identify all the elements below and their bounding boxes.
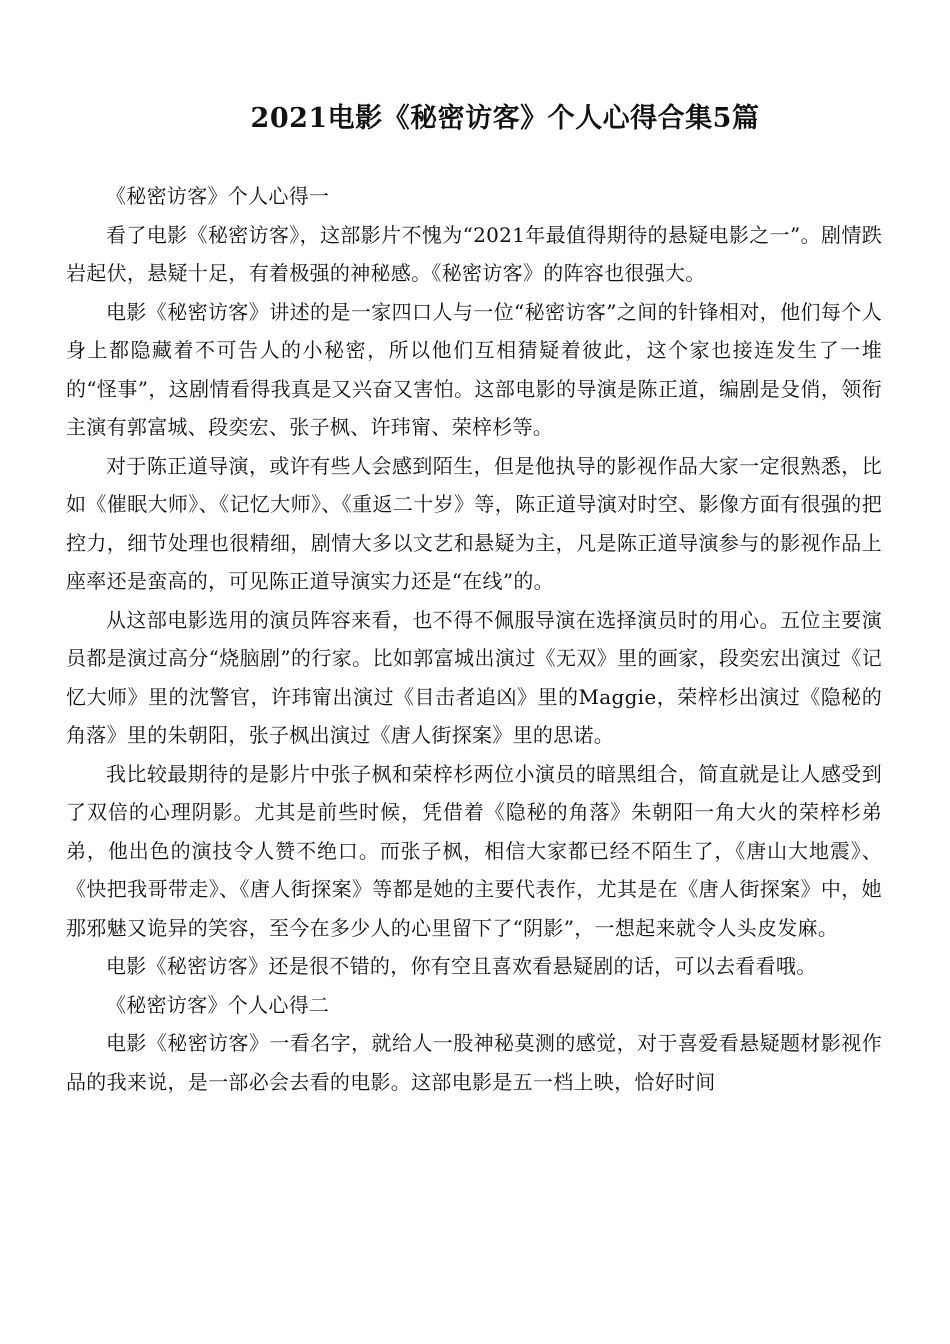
paragraph: 电影《秘密访客》还是很不错的，你有空且喜欢看悬疑剧的话，可以去看看哦。 [106, 954, 817, 978]
paragraph: 从这部电影选用的演员阵容来看，也不得不佩服导演在选择演员时的用心。五位主要演员都是演过高分“烧脑剧”的行家。比如郭富城出演过《无双》里的画家，段奕宏出演过《记忆大师》里的沈警官，许玮甯出演过《目击者追凶》里的Maggie，荣梓杉出演过《隐秘的角落》里的朱朝阳，张子枫出演过《唐人街探案》里的思诺。 [66, 607, 882, 747]
document-title: 2021电影《秘密访客》个人心得合集5篇 [250, 103, 760, 134]
paragraph: 对于陈正道导演，或许有些人会感到陌生，但是他执导的影视作品大家一定很熟悉，比如《催眠大师》、《记忆大师》、《重返二十岁》等，陈正道导演对时空、影像方面有很强的把控力，细节处理也很精细，剧情大多以文艺和悬疑为主，凡是陈正道导演参与的影视作品上座率还是蛮高的，可见陈正道导演实力还是“在线”的。 [66, 453, 882, 593]
paragraph: 电影《秘密访客》一看名字，就给人一股神秘莫测的感觉，对于喜爱看悬疑题材影视作品的我来说，是一部必会去看的电影。这部电影是五一档上映，恰好时间 [66, 1031, 882, 1094]
section-heading: 《秘密访客》个人心得一 [106, 184, 330, 208]
paragraph: 我比较最期待的是影片中张子枫和荣梓杉两位小演员的暗黑组合，简直就是让人感受到了双倍的心理阴影。尤其是前些时候，凭借着《隐秘的角落》朱朝阳一角大火的荣梓杉弟弟，他出色的演技令人赞不绝口。而张子枫，相信大家都已经不陌生了，《唐山大地震》、《快把我哥带走》、《唐人街探案》等都是她的主要代表作，尤其是在《唐人街探案》中，她那邪魅又诡异的笑容，至今在多少人的心里留下了“阴影”，一想起来就令人头皮发麻。 [66, 761, 882, 940]
document-body [66, 177, 882, 1101]
paragraph: 看了电影《秘密访客》，这部影片不愧为“2021年最值得期待的悬疑电影之一”。剧情跌岩起伏，悬疑十足，有着极强的神秘感。《秘密访客》的阵容也很强大。 [66, 222, 882, 285]
section-heading: 《秘密访客》个人心得二 [106, 992, 330, 1017]
paragraph: 电影《秘密访客》讲述的是一家四口人与一位“秘密访客”之间的针锋相对，他们每个人身上都隐藏着不可告人的小秘密，所以他们互相猜疑着彼此，这个家也接连发生了一堆的“怪事”，这剧情看得我真是又兴奋又害怕。这部电影的导演是陈正道，编剧是殳俏，领衔主演有郭富城、段奕宏、张子枫、许玮甯、荣梓杉等。 [66, 299, 882, 439]
